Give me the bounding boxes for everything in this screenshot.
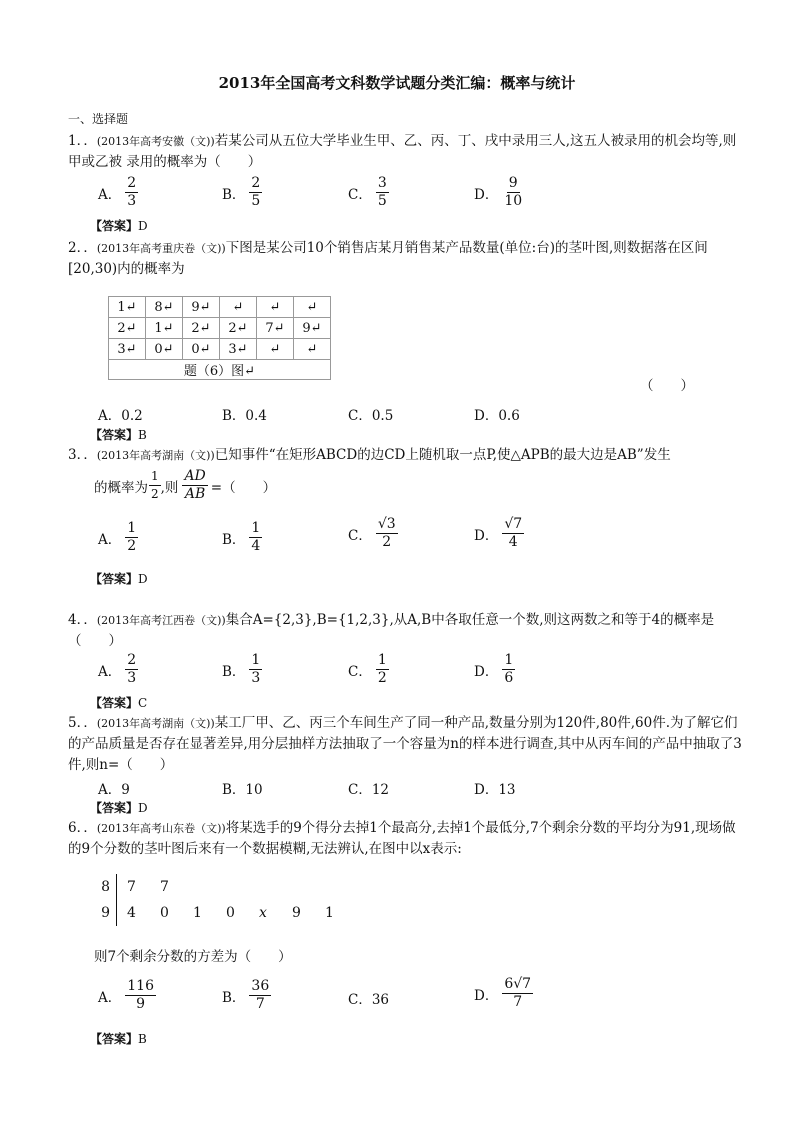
q3-option-a: A． $\frac{1}{2}$ xyxy=(98,520,137,554)
question-1 xyxy=(68,131,748,173)
q5-option-b: B．10 xyxy=(222,782,263,798)
q2-paren: （ ） xyxy=(640,378,694,394)
q2-option-c: C．0.5 xyxy=(348,408,394,424)
q1-option-a: A． $\frac{2}{3}$ xyxy=(98,175,137,209)
q2-option-a: A．0.2 xyxy=(98,408,143,424)
q4-answer: 【答案】C xyxy=(90,696,148,710)
q4-option-b: B． $\frac{1}{3}$ xyxy=(222,652,261,686)
q6-ask: 则7个剩余分数的方差为（ ） xyxy=(94,949,292,965)
q1-option-b: B． $\frac{2}{5}$ xyxy=(222,175,261,209)
q3-option-b: B． $\frac{1}{4}$ xyxy=(222,520,261,554)
q2-option-b: B．0.4 xyxy=(222,408,267,424)
question-6: 6．．(2013年高考山东卷（文))将某选手的9个得分去掉1个最高分,去掉1个最低分,7个剩余分数的平均分为91,现场做的9个分数的茎叶图后来有一个数据模糊,无法辨认,在图中以x表示: xyxy=(68,820,736,857)
q6-option-b: B． $\frac{36}{7}$ xyxy=(222,978,270,1012)
q4-option-c: C． $\frac{1}{2}$ xyxy=(348,652,387,686)
q3-answer: 【答案】D xyxy=(90,572,148,586)
question-5: 5．．(2013年高考湖南（文))某工厂甲、乙、丙三个车间生产了同一种产品,数量分别为120件,80件,60件.为了解它们的产品质量是否存在显著差异,用分层抽样方法抽取了一个容量为n的样本进行调查,其中从丙车间的产品中抽取了3件,则n=（ ） xyxy=(68,715,742,773)
question-text: 若某公司从五位大学毕业生甲、乙、丙、丁、戌中录用三人,这五人被录用的机会均等,则甲或乙被 录用的概率为（ ） xyxy=(68,133,737,170)
q4-option-d: D． $\frac{1}{6}$ xyxy=(474,652,514,686)
question-4: 4．．(2013年高考江西卷（文))集合A={2,3},B={1,2,3},从A,B中各取任意一个数,则这两数之和等于4的概率是（ ） xyxy=(68,612,715,649)
stem-leaf-table-q2: 1↵ 8↵ 9↵ ↵ ↵ ↵ 2↵ 1↵ 2↵ 2↵ 7↵ 9↵ 3↵ 0↵ 0↵ 3↵ ↵ ↵ 题（6）图↵ xyxy=(108,296,331,380)
question-number: 1．． xyxy=(68,133,97,149)
q3-text-line2: 的概率为 $\frac{1}{2}$ ,则 $\frac{AD}{AB}$ =（ ） xyxy=(94,468,277,502)
q1-answer: 【答案】D xyxy=(90,219,148,233)
q5-option-c: C．12 xyxy=(348,782,390,798)
question-source: (2013年高考安徽（文)) xyxy=(96,135,215,148)
q3-option-d: D． $\frac{√7}{4}$ xyxy=(474,516,523,550)
q2-answer: 【答案】B xyxy=(90,428,147,442)
question-3: 3．．(2013年高考湖南（文))已知事件“在矩形ABCD的边CD上随机取一点P,使△APB的最大边是AB”发生 xyxy=(68,447,671,463)
q4-option-a: A． $\frac{2}{3}$ xyxy=(98,652,137,686)
q5-option-a: A．9 xyxy=(98,782,130,798)
q1-option-c: C． $\frac{3}{5}$ xyxy=(348,175,387,209)
stem-leaf-plot-q6: 8 7 7 9 4 0 1 0 x 9 1 xyxy=(98,874,358,926)
table-caption: 题（6）图↵ xyxy=(109,360,331,380)
q6-option-c: C．36 xyxy=(348,992,390,1008)
q6-answer: 【答案】B xyxy=(90,1032,147,1046)
q5-answer: 【答案】D xyxy=(90,801,148,815)
q6-option-d: D． $\frac{6√7}{7}$ xyxy=(474,976,532,1010)
q3-option-c: C． $\frac{√3}{2}$ xyxy=(348,516,396,550)
q5-option-d: D．13 xyxy=(474,782,516,798)
page-title: 2013年全国高考文科数学试题分类汇编：概率与统计 xyxy=(218,74,576,92)
q2-option-d: D．0.6 xyxy=(474,408,520,424)
q1-option-d: D． $\frac{9}{10}$ xyxy=(474,175,523,209)
section-heading: 一、选择题 xyxy=(68,112,129,126)
question-2: 2．．(2013年高考重庆卷（文))下图是某公司10个销售店某月销售某产品数量(单位:台)的茎叶图,则数据落在区间[20,30)内的概率为 xyxy=(68,240,708,277)
q6-option-a: A． $\frac{116}{9}$ xyxy=(98,978,154,1012)
